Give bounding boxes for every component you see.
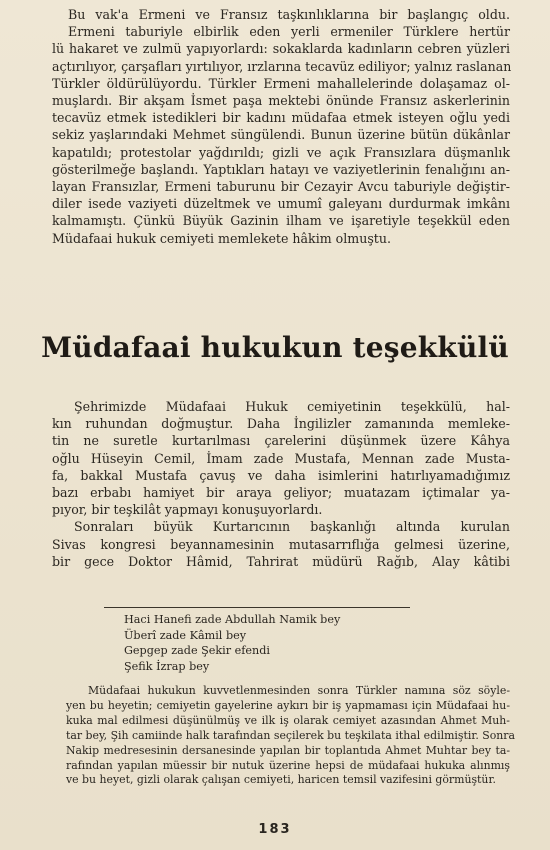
text-line: kalmamıştı. Çünkü Büyük Gazinin ilham ve işaretiyle teşekkül eden <box>52 213 510 229</box>
footnote-list-item: Überî zade Kâmil bey <box>124 628 247 642</box>
text-line: lü hakaret ve zulmü yapıyorlardı: sokaklarda kadınların cebren yüzleri <box>52 41 510 57</box>
section-paragraph <box>52 398 510 570</box>
footnote-line: yen bu heyetin; cemiyetin gayelerine aykırı bir iş yapmaması için Müdafaai hu- <box>66 698 510 712</box>
section-heading: Müdafaai hukukun teşekkülü <box>41 331 509 364</box>
text-line: kapatıldı; protestolar yağdırıldı; gizli ve açık Fransızlara düşmanlık <box>52 144 510 160</box>
footnote-line: rafından yapılan müessir bir nutuk üzerine hepsi de müdafaai hukuka alınmış <box>66 758 510 772</box>
top-paragraph <box>52 6 510 247</box>
footnote-divider <box>104 607 410 608</box>
footnote-line: tar bey, Şih camiinde halk tarafından seçilerek bu teşkilata ithal edilmiştir. Sonra <box>66 728 515 742</box>
text-line: tin ne suretle kurtarılması çarelerini düşünmek üzere Kâhya <box>52 433 510 449</box>
text-line: pıyor, bir teşkilât yapmayı konuşuyorlardı. <box>52 502 323 518</box>
text-line: kın ruhundan doğmuştur. Daha İngilizler zamanında memleke- <box>52 416 510 432</box>
text-line: Sivas kongresi beyannamesinin mutasarrıflığa gelmesi üzerine, <box>52 536 510 552</box>
text-line: diler isede vaziyeti düzeltmek ve umumî galeyanı durdurmak imkânı <box>52 196 510 212</box>
text-line: muşlardı. Bir akşam İsmet paşa mektebi önünde Fransız askerlerinin <box>52 93 510 109</box>
text-line: açtırılıyor, çarşafları yırtılıyor, ırzlarına tecavüz ediliyor; yalnız raslanan <box>52 58 512 74</box>
footnote-line: ve bu heyet, gizli olarak çalışan cemiyeti, haricen temsil vazifesini görmüştür. <box>66 773 496 787</box>
text-line: bazı erbabı hamiyet bir araya geliyor; muatazam içtimalar ya- <box>52 485 510 501</box>
text-line: Sonraları büyük Kurtarıcının başkanlığı altında kurulan <box>74 519 510 535</box>
text-line: gösterilmeğe başlandı. Yaptıkları hatayı ve vaziyetlerinin fenalığını an- <box>52 161 510 177</box>
footnote-name-list <box>124 612 340 674</box>
footnote-line: Nakip medresesinin dersanesinde yapılan bir toplantıda Ahmet Muhtar bey ta- <box>66 743 510 757</box>
text-line: bir gece Doktor Hâmid, Tahrirat müdürü Rağıb, Alay kâtibi <box>52 553 510 569</box>
footnote-list-item: Şefik İzrap bey <box>124 659 210 673</box>
footnote-line: Müdafaai hukukun kuvvetlenmesinden sonra Türkler namına söz söyle- <box>88 684 510 697</box>
text-line: fa, bakkal Mustafa çavuş ve daha isimlerini hatırlıyamadığımız <box>52 467 510 483</box>
text-line: oğlu Hüseyin Cemil, İmam zade Mustafa, Mennan zade Musta- <box>52 450 510 466</box>
text-line: Bu vak'a Ermeni ve Fransız taşkınlıklarına bir başlangıç oldu. <box>68 7 510 22</box>
footnote-list-item: Haci Hanefi zade Abdullah Namik bey <box>124 613 341 626</box>
text-line: sekiz yaşlarındaki Mehmet süngülendi. Bunun üzerine bütün dükânlar <box>52 127 510 143</box>
page-number: 183 <box>258 822 292 837</box>
footnote-paragraph <box>66 684 515 788</box>
text-line: Ermeni taburiyle elbirlik eden yerli ermeniler Türklere hertür <box>68 24 510 40</box>
footnote-list-item: Gepgep zade Şekir efendi <box>124 644 270 658</box>
text-line: Müdafaai hukuk cemiyeti memlekete hâkim olmuştu. <box>52 230 391 246</box>
text-line: tecavüz etmek istedikleri bir kadını müdafaa etmek isteyen oğlu yedi <box>52 110 510 126</box>
text-line: Şehrimizde Müdafaai Hukuk cemiyetinin teşekkülü, hal- <box>74 399 510 414</box>
text-line: Türkler öldürülüyordu. Türkler Ermeni mahallelerinde dolaşamaz ol- <box>52 75 510 91</box>
text-line: layan Fransızlar, Ermeni taburunu bir Cezayir Avcu taburiyle değiştir- <box>52 179 510 195</box>
footnote-line: kuka mal edilmesi düşünülmüş ve ilk iş olarak cemiyet azasından Ahmet Muh- <box>66 713 510 727</box>
